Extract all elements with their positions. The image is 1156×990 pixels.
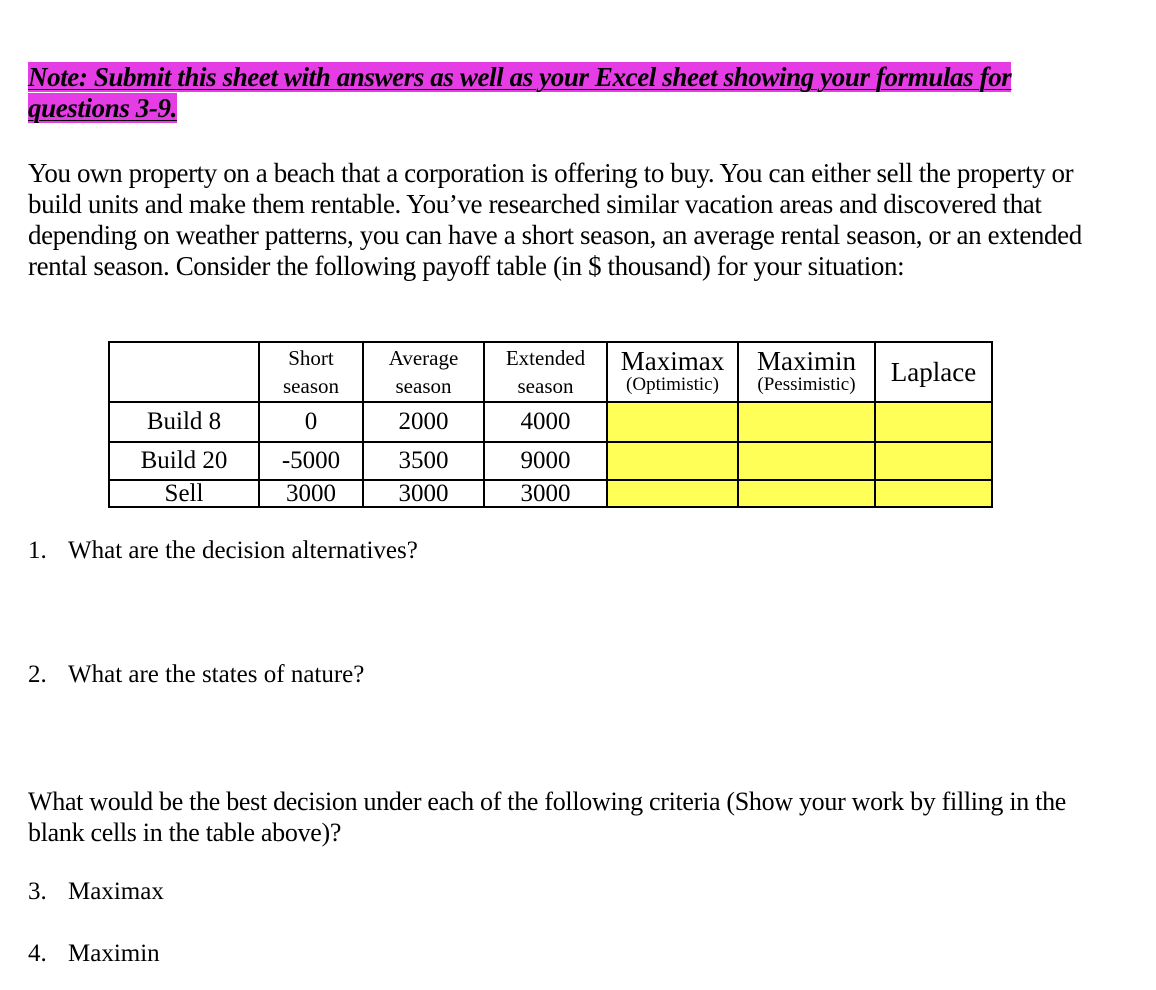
cell-extended: 9000	[484, 442, 607, 480]
blank-maximax-cell[interactable]	[607, 442, 738, 480]
header-maximax-sub: (Optimistic)	[626, 374, 719, 395]
question-2	[28, 660, 364, 690]
header-maximin-label: Maximin	[757, 346, 856, 376]
header-average-line1: Average	[388, 346, 459, 370]
header-extended-line2: season	[517, 374, 574, 398]
header-maximax-label: Maximax	[620, 346, 725, 376]
question-number: 2.	[28, 661, 47, 688]
header-short-season	[259, 342, 363, 402]
question-text: What are the decision alternatives?	[68, 537, 418, 564]
question-4	[28, 939, 160, 969]
question-number: 1.	[28, 537, 47, 564]
header-maximin-sub: (Pessimistic)	[757, 374, 856, 395]
blank-maximax-cell[interactable]	[607, 480, 738, 507]
row-label: Build 20	[109, 442, 259, 480]
blank-laplace-cell[interactable]	[875, 442, 992, 480]
question-text: What are the states of nature?	[68, 661, 365, 688]
row-label: Build 8	[109, 402, 259, 442]
blank-maximin-cell[interactable]	[738, 442, 875, 480]
table-row	[109, 402, 992, 442]
question-number: 4.	[28, 940, 47, 967]
table-row	[109, 480, 992, 507]
cell-short: 3000	[259, 480, 363, 507]
cell-average: 3000	[363, 480, 484, 507]
header-maximin	[738, 342, 875, 402]
intro-paragraph: You own property on a beach that a corporation is offering to buy. You can either sell the property or build units and make them rentable. You’ve researched similar vacation areas and discovered that depending on weather patterns, you can have a short season, an average rental season, or an extended rental season. Consider the following payoff table (in $ thousand) for your situation:	[28, 158, 1082, 281]
header-short-line1: Short	[288, 346, 334, 370]
blank-maximin-cell[interactable]	[738, 480, 875, 507]
payoff-table	[108, 341, 993, 508]
cell-short: 0	[259, 402, 363, 442]
blank-maximax-cell[interactable]	[607, 402, 738, 442]
note-highlight: Note: Submit this sheet with answers as well as your Excel sheet showing your formulas for questions 3-9.	[28, 62, 1012, 123]
header-laplace: Laplace	[875, 342, 992, 402]
header-extended-line1: Extended	[505, 346, 586, 370]
blank-laplace-cell[interactable]	[875, 402, 992, 442]
table-header-row	[109, 342, 992, 402]
header-blank-cell	[109, 342, 259, 402]
question-1	[28, 536, 418, 566]
header-short-line2: season	[283, 374, 339, 398]
blank-maximin-cell[interactable]	[738, 402, 875, 442]
header-average-line2: season	[395, 374, 452, 398]
cell-short: -5000	[259, 442, 363, 480]
question-text: Maximax	[68, 878, 164, 905]
note-paragraph	[28, 62, 1058, 124]
header-maximax	[607, 342, 738, 402]
question-text: Maximin	[68, 940, 160, 967]
cell-average: 3500	[363, 442, 484, 480]
table-row	[109, 442, 992, 480]
criteria-prompt: What would be the best decision under each of the following criteria (Show your work by filling in the blank cells in the table above)?	[28, 787, 1067, 847]
question-number: 3.	[28, 878, 47, 905]
header-average-season	[363, 342, 484, 402]
header-extended-season	[484, 342, 607, 402]
blank-laplace-cell[interactable]	[875, 480, 992, 507]
cell-extended: 3000	[484, 480, 607, 507]
row-label: Sell	[109, 480, 259, 507]
cell-extended: 4000	[484, 402, 607, 442]
question-3	[28, 877, 164, 907]
cell-average: 2000	[363, 402, 484, 442]
